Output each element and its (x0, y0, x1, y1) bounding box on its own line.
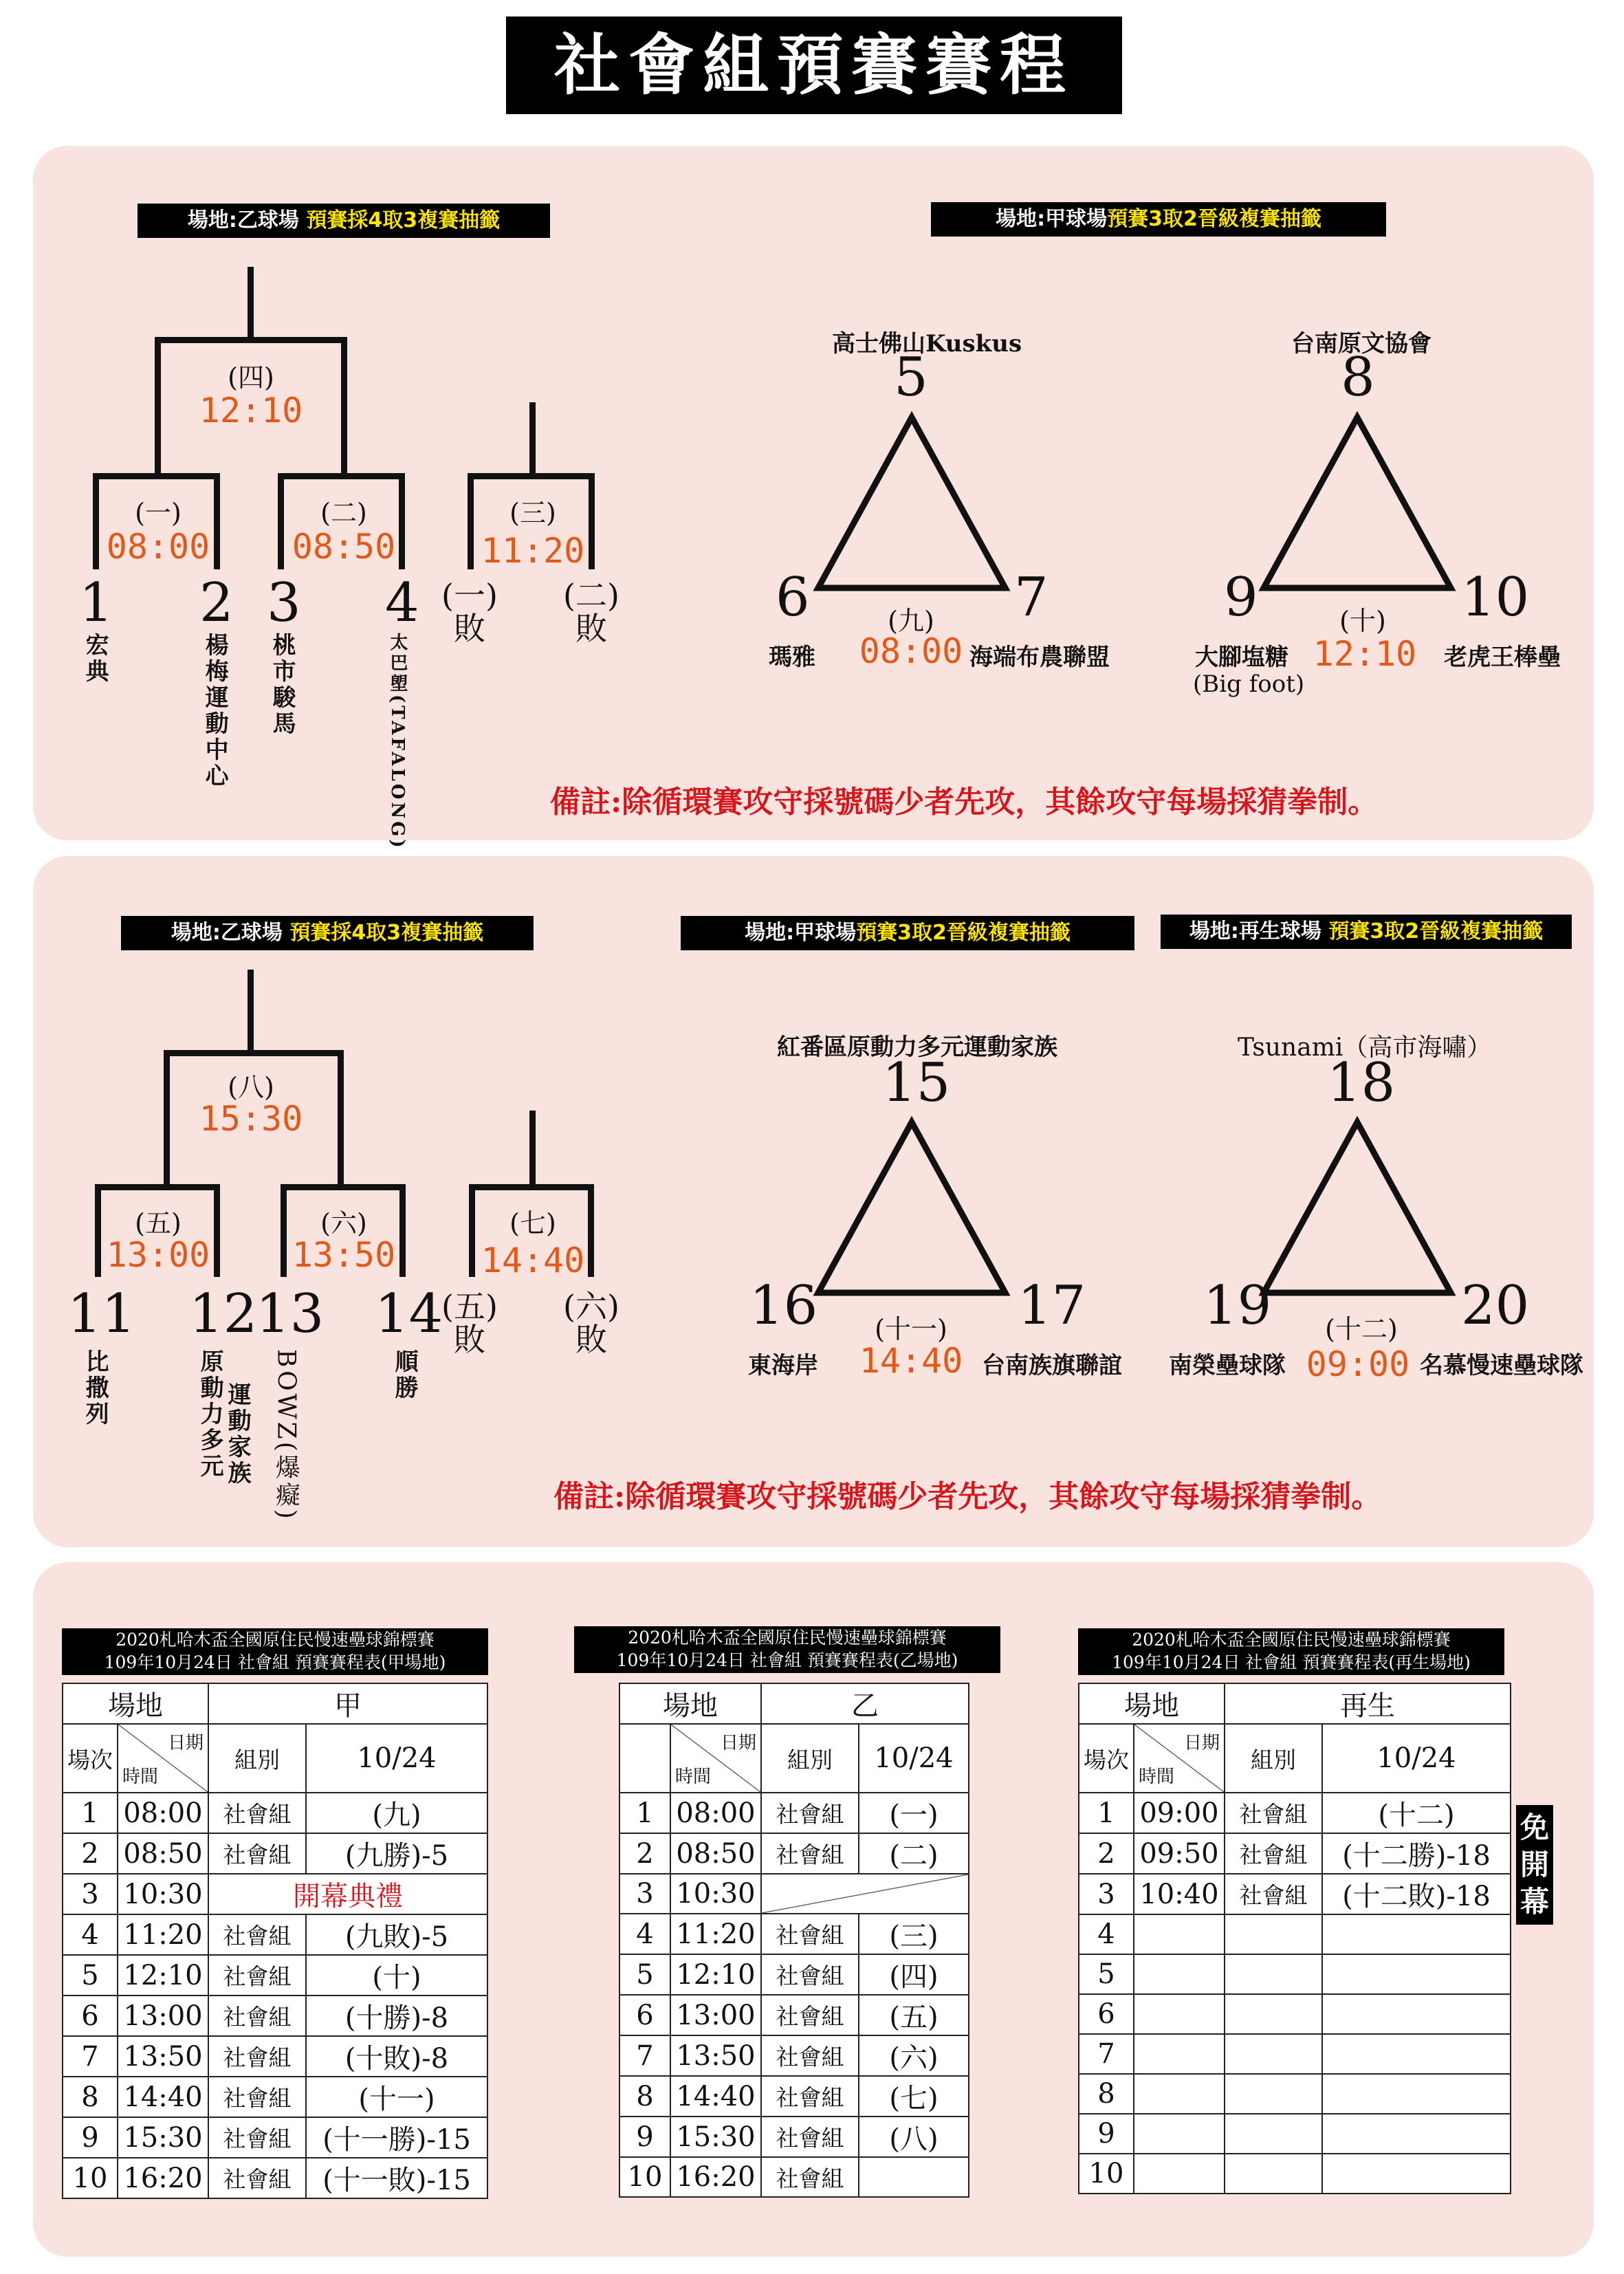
game-label: (三) (509, 498, 556, 528)
table-row: 1 09:00 社會組 (十二) (1079, 1793, 1511, 1833)
seed-number: 20 (1461, 1275, 1530, 1337)
game-time: 08:00 (106, 527, 210, 567)
team-name: 原動力多元 (196, 1349, 224, 1480)
game-time: 11:20 (481, 531, 585, 571)
table-row: 1 08:00 社會組 (九) (63, 1793, 487, 1833)
game-time: 14:40 (859, 1341, 963, 1381)
venue-bar-yi: 場地:乙球場 預賽採4取3複賽抽籤 (121, 916, 534, 950)
team-name: 比撒列 (81, 1349, 109, 1428)
game-time: 13:50 (292, 1235, 396, 1275)
seed-number: 1 (79, 572, 113, 634)
table-row: 7 13:50 社會組 (十敗)-8 (63, 2036, 487, 2077)
bracket-line (338, 1050, 344, 1188)
seed-number: 2 (199, 572, 234, 634)
round-robin-triangle (1250, 1114, 1470, 1307)
team-name: 宏典 (81, 633, 109, 685)
bracket-line (164, 1050, 170, 1188)
table-row: 2 09:50 社會組 (十二勝)-18 (1079, 1833, 1511, 1874)
game-label: (五) (135, 1208, 182, 1238)
table-row: 3 10:30 (619, 1874, 969, 1914)
table-row: 2 08:50 社會組 (二) (619, 1833, 969, 1874)
table-row: 9 15:30 社會組 (八) (619, 2117, 969, 2157)
table-row: 3 10:40 社會組 (十二敗)-18 (1079, 1874, 1511, 1914)
team-name: 南榮壘球隊 (1169, 1352, 1286, 1379)
team-name: BOWZ(爆癡) (272, 1349, 300, 1522)
seed-number: 17 (1018, 1275, 1086, 1337)
round-robin-triangle (804, 409, 1024, 602)
team-name: (Big foot) (1193, 670, 1305, 698)
table-caption: 2020札哈木盃全國原住民慢速壘球錦標賽 109年10月24日 社會組 預賽賽程表(乙場地) (574, 1626, 1000, 1673)
team-name: 運動家族 (223, 1382, 252, 1487)
team-name: 老虎王棒壘 (1444, 644, 1561, 671)
game-label: (十二) (1325, 1314, 1398, 1344)
header-group: 組別 (208, 1724, 306, 1793)
table-row: 1 08:00 社會組 (一) (619, 1793, 969, 1833)
game-time: 14:40 (481, 1240, 585, 1280)
table-row: 2 08:50 社會組 (九勝)-5 (63, 1833, 487, 1874)
table-row: 6 13:00 社會組 (十勝)-8 (63, 1996, 487, 2036)
table-caption: 2020札哈木盃全國原住民慢速壘球錦標賽 109年10月24日 社會組 預賽賽程表(甲場地) (62, 1628, 488, 1675)
venue-bar-yi: 場地:乙球場 預賽採4取3複賽抽籤 (138, 204, 550, 238)
table-row: 8 14:40 社會組 (十一) (63, 2077, 487, 2117)
game-time: 08:50 (292, 527, 396, 567)
seed-number: 8 (1341, 347, 1375, 408)
bracket-line (278, 473, 405, 479)
game-time: 12:10 (1313, 634, 1417, 674)
team-name: 瑪雅 (769, 644, 815, 671)
table-caption: 2020札哈木盃全國原住民慢速壘球錦標賽 109年10月24日 社會組 預賽賽程表(再生場地) (1078, 1628, 1504, 1675)
seed-number: 19 (1203, 1275, 1272, 1337)
page-title: 社會組預賽賽程 (506, 17, 1122, 114)
bracket-line (93, 473, 220, 479)
bracket-line (529, 1111, 536, 1190)
remark-note: 備註:除循環賽攻守採號碼少者先攻，其餘攻守每場採猜拳制。 (553, 1479, 1382, 1514)
bracket-line (155, 337, 161, 474)
game-time: 15:30 (199, 1099, 303, 1139)
loser-slot: (一) 敗 (441, 577, 498, 648)
seed-number: 4 (385, 572, 419, 634)
header-venue: 場地 (63, 1683, 208, 1724)
loser-slot: (六) 敗 (563, 1288, 619, 1359)
game-time: 12:10 (199, 391, 303, 430)
game-label: (九) (888, 606, 934, 636)
venue-bar-jia: 場地:甲球場預賽3取2晉級複賽抽籤 (681, 916, 1134, 950)
seed-number: 12 (189, 1283, 258, 1345)
team-name: 大腳塩糖 (1195, 644, 1288, 671)
game-label: (十一) (875, 1314, 947, 1344)
table-row: 9 15:30 社會組 (十一勝)-15 (63, 2117, 487, 2158)
team-name: 高士佛山Kuskus (832, 330, 1022, 358)
team-name: 紅番區原動力多元運動家族 (777, 1034, 1057, 1061)
bracket-line (341, 337, 347, 474)
table-row: 8 (1079, 2074, 1511, 2114)
seed-number: 10 (1461, 567, 1530, 628)
seed-number: 3 (267, 572, 301, 634)
schedule-table-jia (62, 1683, 488, 2199)
table-row: 10 (1079, 2154, 1511, 2194)
seed-number: 14 (375, 1283, 443, 1345)
seed-number: 15 (882, 1052, 951, 1114)
seed-number: 9 (1224, 567, 1258, 628)
header-date-time: 日期 時間 (118, 1724, 208, 1793)
bracket-line (468, 473, 595, 479)
seed-number: 18 (1327, 1052, 1396, 1114)
header-day: 10/24 (306, 1724, 487, 1793)
bracket-line (281, 1184, 406, 1190)
round-robin-triangle (804, 1114, 1024, 1307)
team-name: 名慕慢速壘球隊 (1420, 1352, 1583, 1379)
game-label: (十) (1339, 606, 1386, 636)
table-row: 4 11:20 社會組 (九敗)-5 (63, 1914, 487, 1955)
no-opening-ceremony-badge: 免開幕 (1516, 1805, 1553, 1925)
team-name: 太巴塱(TAFALONG) (386, 633, 408, 851)
table-row: 9 (1079, 2114, 1511, 2154)
team-name: 台南原文協會 (1291, 330, 1431, 358)
team-name: 楊梅運動中心 (201, 633, 229, 789)
venue-bar-jia: 場地:甲球場預賽3取2晉級複賽抽籤 (931, 202, 1386, 237)
game-label: (六) (320, 1208, 367, 1238)
table-row: 7 (1079, 2034, 1511, 2074)
game-label: (二) (320, 498, 367, 528)
bracket-line (164, 1050, 344, 1056)
schedule-table-yi: 場地 乙 日期 時間 組別 10/24 1 08:00 社會組 (一) 2 08:50 社會組 (二) 3 10:30 4 11:20 社會組 (三) 5 12:10 社會組 (四) 6 13:00 社會組 (五) 7 13:50 社會組 (六) 8 14:40 社會組 (七) 9 15:30 社會組 (八) 10 16:20 社會組 (619, 1683, 969, 2198)
team-name: 桃市駿馬 (268, 633, 296, 737)
bracket-line (155, 337, 347, 343)
bracket-line (248, 970, 254, 1052)
seed-number: 5 (894, 347, 928, 408)
team-name: Tsunami（高市海嘯） (1238, 1034, 1492, 1062)
game-time: 09:00 (1306, 1344, 1410, 1384)
team-name: 海端布農聯盟 (969, 644, 1110, 671)
seed-number: 6 (776, 567, 810, 628)
schedule-table-zaisheng: 場地 再生 場次 日期 時間 組別 10/24 1 09:00 社會組 (十二) 2 09:50 社會組 (十二勝)-18 3 10:40 社會組 (十二敗)-18 4 5 6 7 8 9 10 (1078, 1683, 1511, 2194)
bracket-line (248, 267, 254, 339)
game-time: 13:00 (106, 1235, 210, 1275)
game-label: (四) (228, 362, 274, 393)
table-row: 10 16:20 社會組 (619, 2157, 969, 2197)
team-name: 東海岸 (748, 1352, 818, 1379)
table-row: 4 11:20 社會組 (三) (619, 1914, 969, 1954)
loser-slot: (五) 敗 (441, 1288, 498, 1359)
game-time: 08:00 (859, 631, 963, 671)
table-row: 8 14:40 社會組 (七) (619, 2076, 969, 2117)
table-row: 3 10:30 開幕典禮 (63, 1874, 487, 1914)
seed-number: 13 (256, 1283, 325, 1345)
seed-number: 11 (67, 1283, 136, 1345)
round-robin-triangle (1250, 409, 1470, 602)
bracket-line (469, 1184, 594, 1190)
table-row: 6 13:00 社會組 (五) (619, 1995, 969, 2035)
seed-number: 16 (749, 1275, 818, 1337)
bracket-line (529, 402, 536, 478)
table-row: 5 (1079, 1954, 1511, 1994)
remark-note: 備註:除循環賽攻守採號碼少者先攻，其餘攻守每場採猜拳制。 (550, 785, 1379, 820)
venue-bar-zaisheng: 場地:再生球場 預賽3取2晉級複賽抽籤 (1161, 915, 1572, 949)
seed-number: 7 (1014, 567, 1049, 628)
table-row: 4 (1079, 1914, 1511, 1954)
game-label: (八) (228, 1072, 274, 1102)
team-name: 台南族旗聯誼 (982, 1352, 1122, 1379)
header-venue-value: 甲 (208, 1683, 487, 1724)
table-row: 7 13:50 社會組 (六) (619, 2035, 969, 2076)
table-row: 6 (1079, 1994, 1511, 2034)
game-label: (一) (135, 498, 182, 528)
table-row: 5 12:10 社會組 (十) (63, 1955, 487, 1996)
table-row: 10 16:20 社會組 (十一敗)-15 (63, 2158, 487, 2198)
bracket-line (95, 1184, 220, 1190)
header-no: 場次 (63, 1724, 118, 1793)
loser-slot: (二) 敗 (563, 577, 619, 648)
team-name: 順勝 (391, 1349, 419, 1401)
table-row: 5 12:10 社會組 (四) (619, 1954, 969, 1995)
opening-ceremony: 開幕典禮 (208, 1874, 487, 1914)
game-label: (七) (509, 1208, 556, 1238)
